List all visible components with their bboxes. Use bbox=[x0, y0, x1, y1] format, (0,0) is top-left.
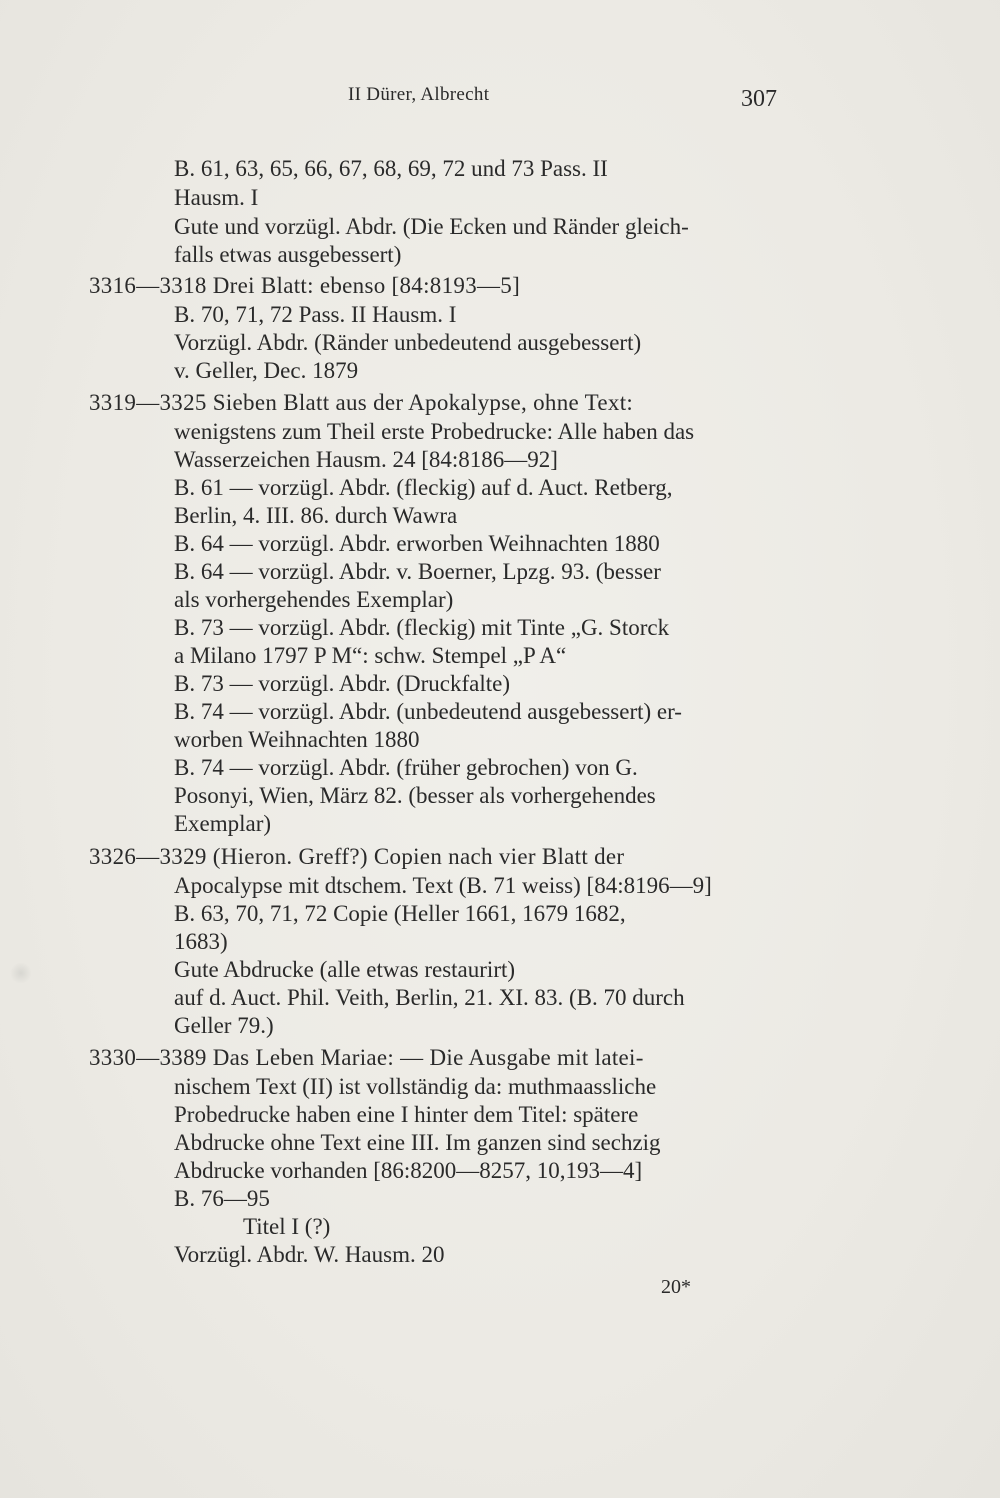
text-line: Wasserzeichen Hausm. 24 [84:8186—92] bbox=[174, 447, 558, 472]
text-line: B. 61, 63, 65, 66, 67, 68, 69, 72 und 73 Pass. II bbox=[174, 156, 608, 181]
text-line: auf d. Auct. Phil. Veith, Berlin, 21. XI. 83. (B. 70 durch bbox=[174, 985, 685, 1010]
entry-line-3326: 3326—3329 (Hieron. Greff?) Copien nach vier Blatt der bbox=[89, 844, 625, 869]
text-line: Hausm. I bbox=[174, 185, 259, 210]
running-head: II Dürer, Albrecht bbox=[348, 84, 490, 105]
signature-mark: 20* bbox=[661, 1276, 691, 1298]
text-line: nischem Text (II) ist vollständig da: muthmaassliche bbox=[174, 1074, 657, 1099]
text-line: B. 70, 71, 72 Pass. II Hausm. I bbox=[174, 302, 457, 327]
text-line: falls etwas ausgebessert) bbox=[174, 242, 402, 267]
text-line: B. 73 — vorzügl. Abdr. (fleckig) mit Tinte „G. Storck bbox=[174, 615, 670, 640]
text-line: als vorhergehendes Exemplar) bbox=[174, 587, 454, 612]
entry-line-3319: 3319—3325 Sieben Blatt aus der Apokalypse, ohne Text: bbox=[89, 390, 634, 415]
text-line: Abdrucke ohne Text eine III. Im ganzen sind sechzig bbox=[174, 1130, 661, 1155]
text-line: Abdrucke vorhanden [86:8200—8257, 10,193—4] bbox=[174, 1158, 643, 1183]
text-line: B. 76—95 bbox=[174, 1186, 270, 1211]
text-line: B. 63, 70, 71, 72 Copie (Heller 1661, 1679 1682, bbox=[174, 901, 626, 926]
text-line: Exemplar) bbox=[174, 811, 272, 836]
text-line: wenigstens zum Theil erste Probedrucke: Alle haben das bbox=[174, 419, 695, 444]
paper-spot bbox=[10, 962, 32, 984]
text-line: Gute Abdrucke (alle etwas restaurirt) bbox=[174, 957, 516, 982]
text-line: v. Geller, Dec. 1879 bbox=[174, 358, 359, 383]
page-number: 307 bbox=[741, 86, 777, 112]
text-line: a Milano 1797 P M“: schw. Stempel „P A“ bbox=[174, 643, 567, 668]
text-line: worben Weihnachten 1880 bbox=[174, 727, 420, 752]
text-line: Gute und vorzügl. Abdr. (Die Ecken und Ränder gleich- bbox=[174, 214, 689, 239]
text-line: B. 74 — vorzügl. Abdr. (früher gebrochen) von G. bbox=[174, 755, 638, 780]
text-line: B. 64 — vorzügl. Abdr. v. Boerner, Lpzg. 93. (besser bbox=[174, 559, 661, 584]
text-line: B. 73 — vorzügl. Abdr. (Druckfalte) bbox=[174, 671, 510, 696]
text-line: Apocalypse mit dtschem. Text (B. 71 weiss) [84:8196—9] bbox=[174, 873, 712, 898]
entry-line-3330: 3330—3389 Das Leben Mariae: — Die Ausgabe mit latei- bbox=[89, 1045, 644, 1070]
text-line: B. 61 — vorzügl. Abdr. (fleckig) auf d. Auct. Retberg, bbox=[174, 475, 673, 500]
text-line: Probedrucke haben eine I hinter dem Titel: spätere bbox=[174, 1102, 639, 1127]
text-line: Vorzügl. Abdr. W. Hausm. 20 bbox=[174, 1242, 445, 1267]
text-line: Vorzügl. Abdr. (Ränder unbedeutend ausgebessert) bbox=[174, 330, 642, 355]
entry-line-3316: 3316—3318 Drei Blatt: ebenso [84:8193—5] bbox=[89, 273, 521, 298]
text-line: B. 64 — vorzügl. Abdr. erworben Weihnachten 1880 bbox=[174, 531, 660, 556]
text-line: B. 74 — vorzügl. Abdr. (unbedeutend ausgebessert) er- bbox=[174, 699, 682, 724]
text-line: Posonyi, Wien, März 82. (besser als vorhergehendes bbox=[174, 783, 656, 808]
text-line: Geller 79.) bbox=[174, 1013, 274, 1038]
text-line: Titel I (?) bbox=[243, 1214, 331, 1239]
text-line: 1683) bbox=[174, 929, 228, 954]
text-line: Berlin, 4. III. 86. durch Wawra bbox=[174, 503, 458, 528]
